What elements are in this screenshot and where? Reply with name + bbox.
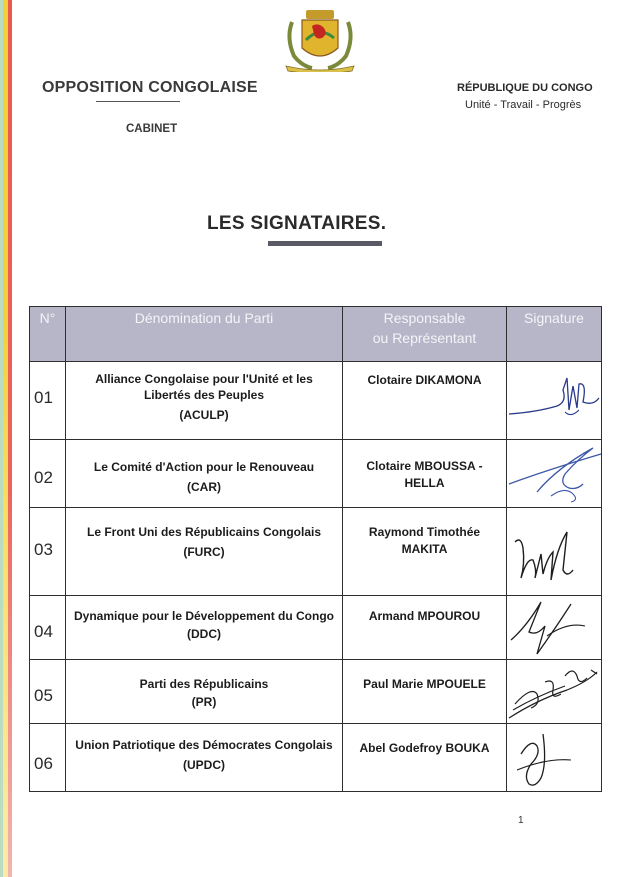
header-party: Dénomination du Parti <box>66 307 343 362</box>
party-cell <box>66 596 343 660</box>
party-acronym: (UPDC) <box>183 758 225 772</box>
flag-stripe <box>0 0 12 877</box>
representative-name: Abel Godefroy BOUKA <box>343 724 507 792</box>
header-representative <box>343 307 507 362</box>
handwritten-signature-icon <box>507 362 602 440</box>
party-name: Alliance Congolaise pour l'Unité et les Libertés des Peuples <box>95 372 313 402</box>
handwritten-signature-icon <box>507 440 602 508</box>
representative-name: Clotaire MBOUSSA - HELLA <box>343 440 507 508</box>
row-number: 03 <box>30 508 66 596</box>
coat-of-arms-icon <box>282 8 358 72</box>
row-number: 06 <box>30 724 66 792</box>
header-representative-line1: Responsable <box>383 310 466 326</box>
party-cell <box>66 362 343 440</box>
row-number: 04 <box>30 596 66 660</box>
table-row <box>30 508 602 596</box>
department-label: CABINET <box>126 123 178 135</box>
party-cell <box>66 508 343 596</box>
organization-underline <box>96 101 180 102</box>
signature-cell <box>507 362 602 440</box>
country-name: RÉPUBLIQUE DU CONGO <box>457 82 593 94</box>
page-title: LES SIGNATAIRES. <box>207 213 387 234</box>
signature-cell <box>507 660 602 724</box>
row-number: 01 <box>30 362 66 440</box>
header-representative-line2: ou Représentant <box>372 330 477 346</box>
representative-name: Paul Marie MPOUELE <box>343 660 507 724</box>
handwritten-signature-icon <box>507 660 602 724</box>
signature-cell <box>507 596 602 660</box>
table-row <box>30 362 602 440</box>
table-row <box>30 724 602 792</box>
party-name: Le Comité d'Action pour le Renouveau <box>93 460 315 474</box>
representative-name: Armand MPOUROU <box>343 596 507 660</box>
row-number: 05 <box>30 660 66 724</box>
representative-name: Clotaire DIKAMONA <box>343 362 507 440</box>
table-row <box>30 660 602 724</box>
table-row <box>30 440 602 508</box>
page-number: 1 <box>518 815 524 826</box>
party-acronym: (CAR) <box>187 480 221 494</box>
party-cell <box>66 440 343 508</box>
table-row <box>30 596 602 660</box>
signature-cell <box>507 440 602 508</box>
signature-cell <box>507 508 602 596</box>
national-motto: Unité - Travail - Progrès <box>465 99 582 111</box>
signatories-table <box>29 306 602 792</box>
handwritten-signature-icon <box>507 724 602 792</box>
header-number: N° <box>30 307 66 362</box>
party-name: Dynamique pour le Développement du Congo <box>73 609 335 623</box>
party-acronym: (DDC) <box>187 627 221 641</box>
party-acronym: (PR) <box>191 695 217 709</box>
representative-name: Raymond Timothée MAKITA <box>343 508 507 596</box>
party-acronym: (ACULP) <box>179 408 229 422</box>
row-number: 02 <box>30 440 66 508</box>
handwritten-signature-icon <box>507 508 602 596</box>
organization-name: OPPOSITION CONGOLAISE <box>42 79 258 96</box>
party-cell <box>66 724 343 792</box>
signature-cell <box>507 724 602 792</box>
party-name: Le Front Uni des Républicains Congolais <box>86 525 322 539</box>
party-name: Parti des Républicains <box>139 677 269 691</box>
party-name: Union Patriotique des Démocrates Congolais <box>75 738 333 752</box>
handwritten-signature-icon <box>507 596 602 660</box>
table-header-row <box>30 307 602 362</box>
party-acronym: (FURC) <box>183 545 225 559</box>
header-signature: Signature <box>507 307 602 362</box>
party-cell <box>66 660 343 724</box>
title-underline <box>268 241 382 246</box>
